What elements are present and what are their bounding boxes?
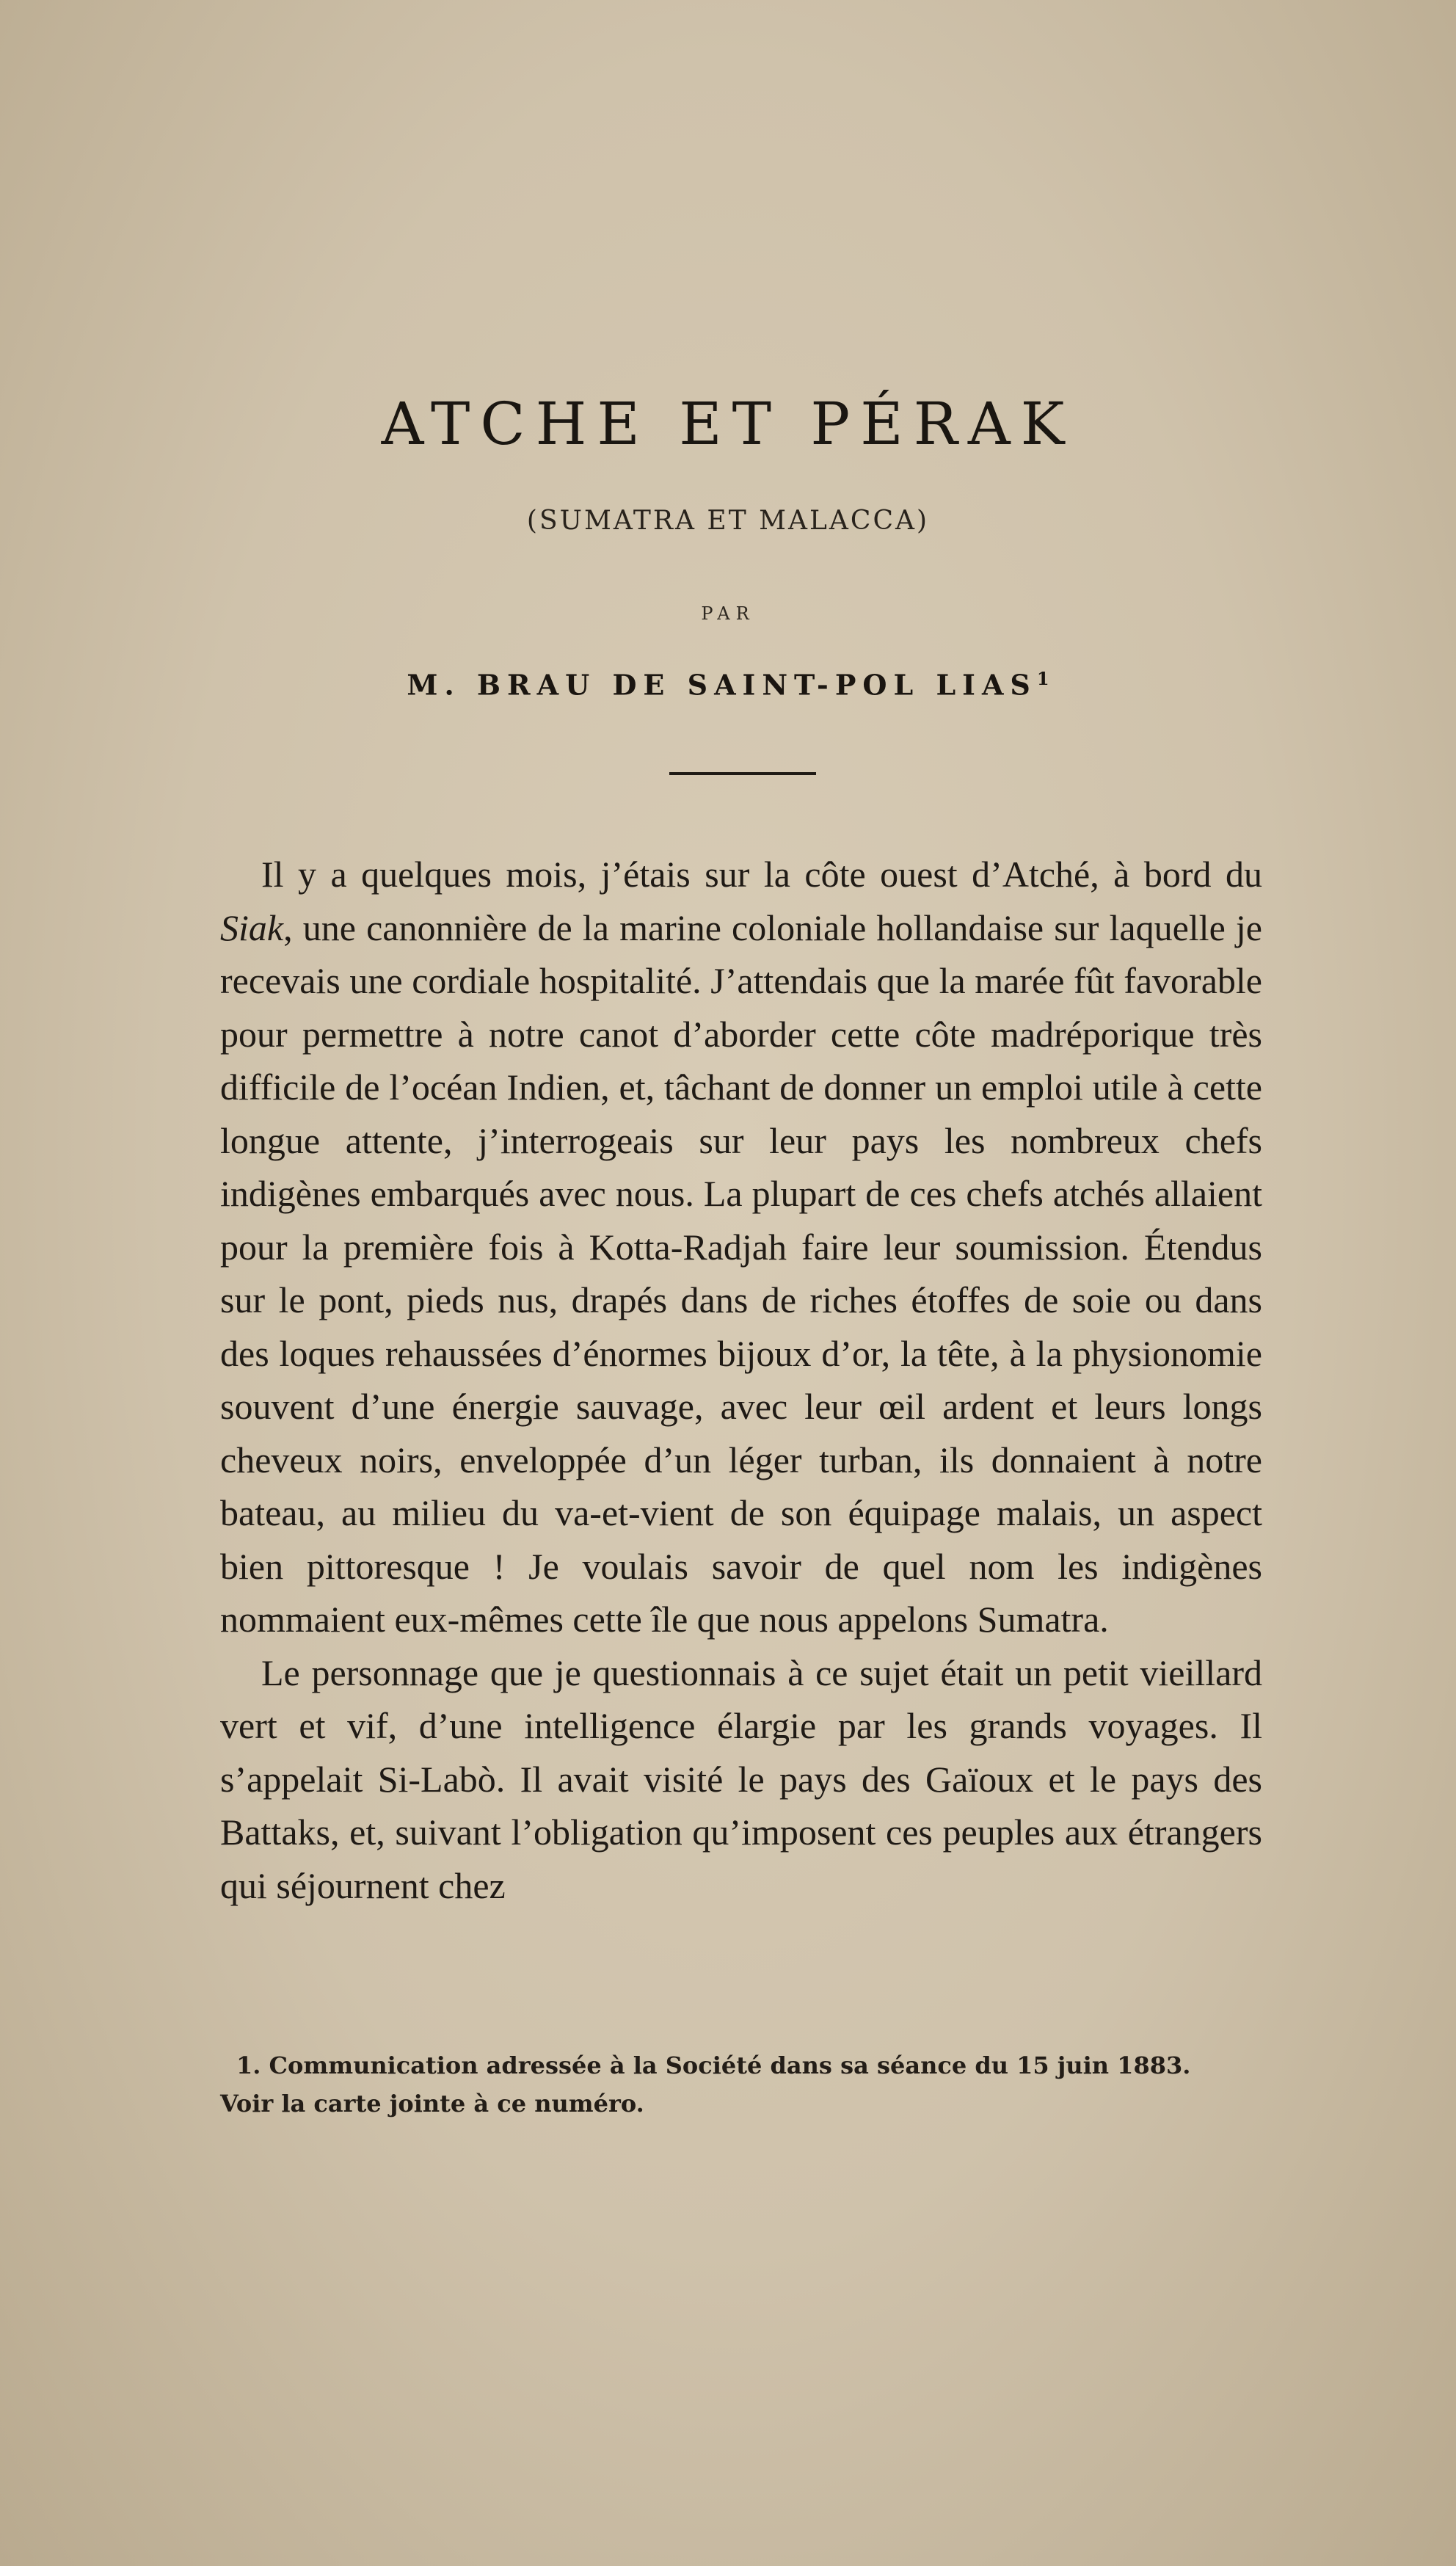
paragraph-1-end: , une canonnière de la marine coloniale hollandaise sur laquelle je recevais une cordiale hospitalité. J’attendais que la marée fût favorable pour permettre à notre canot d’aborder cette côte madréporique très difficile de l’océan Indien, et, tâchant de donner un emploi utile à cette longue attente, j’interrogeais sur leur pays les nombreux chefs indigènes embarqués avec nous. La plupart de ces chefs atchés allaient pour la première fois à Kotta-Radjah faire leur soumission. Étendus sur le pont, pieds nus, drapés dans de riches étoffes de soie ou dans des loques rehaussées d’énormes bijoux d’or, la tête, à la physionomie souvent d’une énergie sauvage, avec leur œil ardent et leurs longs cheveux noirs, enveloppée d’un léger turban, ils donnaient à notre bateau, au milieu du va-et-vient de son équipage malais, un aspect bien pittoresque ! Je voulais savoir de quel nom les indigènes nommaient eux-mêmes cette île que nous appelons Sumatra. xyxy=(220,906,1262,1640)
paragraph-1 xyxy=(220,848,1262,1646)
author-line xyxy=(0,668,1456,702)
footnote-line-1: 1. Communication adressée à la Société dans sa séance du 15 juin 1883. xyxy=(236,2051,1191,2079)
title-divider xyxy=(669,772,816,775)
article-title: ATCHE ET PÉRAK xyxy=(381,390,1075,458)
ship-name: Siak xyxy=(220,906,284,948)
footnote-reference: 1 xyxy=(1036,668,1049,689)
author-name: M. BRAU DE SAINT-POL LIAS xyxy=(407,668,1037,702)
paragraph-1-start: Il y a quelques mois, j’étais sur la côte ouest d’Atché, à bord du xyxy=(261,854,1262,895)
article-body xyxy=(220,848,1262,1912)
footnote xyxy=(220,2046,1262,2123)
paragraph-2: Le personnage que je questionnais à ce sujet était un petit vieillard vert et vif, d’une intelligence élargie par les grands voyages. Il s’appelait Si-Labò. Il avait visité le pays des Gaïoux et le pays des Battaks, et, suivant l’obligation qu’imposent ces peuples aux étrangers qui séjournent chez xyxy=(220,1651,1262,1906)
article-subtitle: (SUMATRA ET MALACCA) xyxy=(526,506,930,536)
by-label: PAR xyxy=(701,603,755,624)
footnote-line-2: Voir la carte jointe à ce numéro. xyxy=(220,2090,644,2118)
